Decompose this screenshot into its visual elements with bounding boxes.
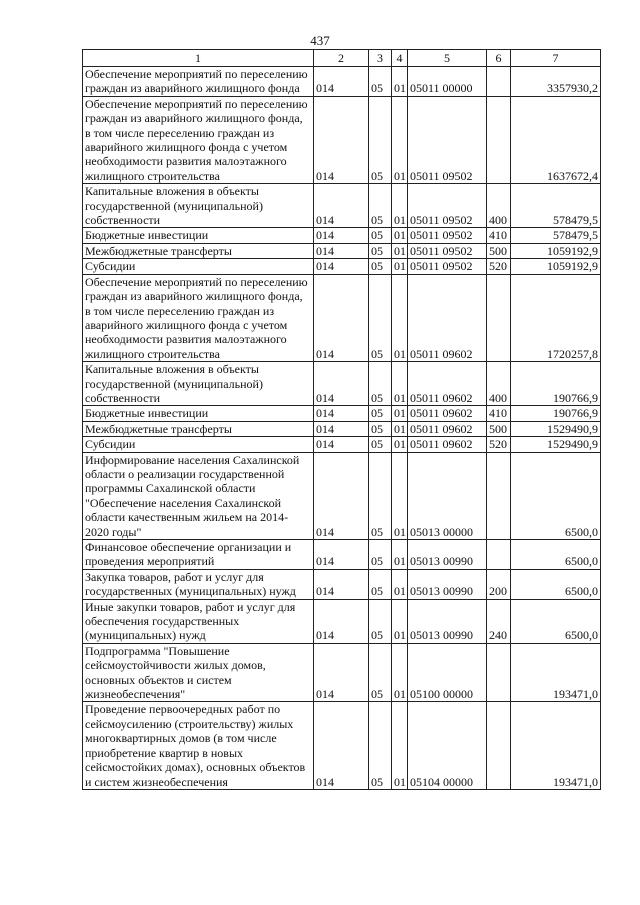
table-row	[83, 406, 601, 421]
row-amount: 1529490,9	[511, 421, 601, 436]
row-code-subsection: 01	[392, 437, 408, 452]
row-code-target: 05011 09502	[408, 243, 487, 258]
row-code-type: 400	[487, 362, 511, 406]
row-code-section: 05	[369, 569, 392, 599]
row-code-section: 05	[369, 421, 392, 436]
row-code-type	[487, 702, 511, 789]
row-code-section: 05	[369, 599, 392, 643]
header-cell: 7	[511, 50, 601, 67]
row-code-admin: 014	[314, 421, 369, 436]
row-code-target: 05011 00000	[408, 67, 487, 97]
table-row	[83, 599, 601, 643]
row-code-target: 05011 09502	[408, 184, 487, 228]
row-name: Капитальные вложения в объекты государственной (муниципальной) собственности	[83, 362, 314, 406]
row-code-subsection: 01	[392, 184, 408, 228]
row-code-subsection: 01	[392, 421, 408, 436]
row-code-subsection: 01	[392, 569, 408, 599]
row-code-subsection: 01	[392, 274, 408, 361]
row-amount: 1637672,4	[511, 96, 601, 183]
row-code-admin: 014	[314, 702, 369, 789]
row-name: Иные закупки товаров, работ и услуг для обеспечения государственных (муниципальных) нужд	[83, 599, 314, 643]
row-code-target: 05011 09602	[408, 437, 487, 452]
row-code-type	[487, 67, 511, 97]
row-code-admin: 014	[314, 599, 369, 643]
header-cell: 5	[408, 50, 487, 67]
row-name: Закупка товаров, работ и услуг для государственных (муниципальных) нужд	[83, 569, 314, 599]
row-amount: 193471,0	[511, 643, 601, 702]
row-code-target: 05011 09502	[408, 259, 487, 274]
table-row	[83, 259, 601, 274]
row-code-target: 05013 00990	[408, 540, 487, 570]
row-code-section: 05	[369, 406, 392, 421]
row-code-target: 05100 00000	[408, 643, 487, 702]
row-code-type: 500	[487, 243, 511, 258]
row-code-admin: 014	[314, 67, 369, 97]
row-name: Обеспечение мероприятий по переселению граждан из аварийного жилищного фонда	[83, 67, 314, 97]
row-code-type	[487, 540, 511, 570]
row-code-section: 05	[369, 67, 392, 97]
row-amount: 6500,0	[511, 452, 601, 539]
row-code-type	[487, 452, 511, 539]
row-name: Субсидии	[83, 437, 314, 452]
row-amount: 6500,0	[511, 540, 601, 570]
table-row	[83, 569, 601, 599]
row-amount: 190766,9	[511, 362, 601, 406]
row-amount: 6500,0	[511, 569, 601, 599]
row-code-type: 520	[487, 259, 511, 274]
row-code-target: 05104 00000	[408, 702, 487, 789]
row-code-admin: 014	[314, 452, 369, 539]
row-amount: 1529490,9	[511, 437, 601, 452]
row-code-section: 05	[369, 540, 392, 570]
row-code-admin: 014	[314, 184, 369, 228]
row-name: Бюджетные инвестиции	[83, 406, 314, 421]
row-name: Информирование населения Сахалинской области о реализации государственной программы Сахалинской области "Обеспечение населения Сахалинской области качественным жильем на 2014-2020 годы"	[83, 452, 314, 539]
row-code-admin: 014	[314, 362, 369, 406]
row-code-subsection: 01	[392, 702, 408, 789]
row-code-type: 500	[487, 421, 511, 436]
row-code-target: 05013 00990	[408, 599, 487, 643]
row-amount: 3357930,2	[511, 67, 601, 97]
header-cell: 3	[369, 50, 392, 67]
header-row	[83, 50, 601, 67]
row-name: Подпрограмма "Повышение сейсмоустойчивости жилых домов, основных объектов и систем жизнеобеспечения"	[83, 643, 314, 702]
row-code-type: 520	[487, 437, 511, 452]
row-name: Финансовое обеспечение организации и проведения мероприятий	[83, 540, 314, 570]
table-row	[83, 274, 601, 361]
row-name: Межбюджетные трансферты	[83, 243, 314, 258]
table-row	[83, 540, 601, 570]
row-code-target: 05013 00000	[408, 452, 487, 539]
row-name: Обеспечение мероприятий по переселению граждан из аварийного жилищного фонда, в том числе переселению граждан из аварийного жилищного фонда с учетом необходимости развития малоэтажного жилищного строительства	[83, 96, 314, 183]
table-row	[83, 437, 601, 452]
row-code-section: 05	[369, 274, 392, 361]
row-amount: 190766,9	[511, 406, 601, 421]
row-code-section: 05	[369, 184, 392, 228]
row-code-type: 400	[487, 184, 511, 228]
row-code-admin: 014	[314, 259, 369, 274]
table-row	[83, 67, 601, 97]
row-code-section: 05	[369, 702, 392, 789]
row-code-admin: 014	[314, 540, 369, 570]
row-name: Субсидии	[83, 259, 314, 274]
row-code-admin: 014	[314, 643, 369, 702]
table-row	[83, 643, 601, 702]
row-code-type	[487, 643, 511, 702]
row-code-subsection: 01	[392, 406, 408, 421]
header-cell: 6	[487, 50, 511, 67]
row-name: Капитальные вложения в объекты государственной (муниципальной) собственности	[83, 184, 314, 228]
row-amount: 1720257,8	[511, 274, 601, 361]
row-code-target: 05011 09502	[408, 228, 487, 243]
row-code-subsection: 01	[392, 452, 408, 539]
row-code-target: 05013 00990	[408, 569, 487, 599]
row-code-subsection: 01	[392, 540, 408, 570]
table-row	[83, 362, 601, 406]
row-name: Проведение первоочередных работ по сейсмоусилению (строительству) жилых многоквартирных домов (в том числе приобретение квартир в новых сейсмостойких домах), основных объектов и систем жизнеобеспечения	[83, 702, 314, 789]
row-code-admin: 014	[314, 96, 369, 183]
row-code-type: 410	[487, 228, 511, 243]
row-code-subsection: 01	[392, 599, 408, 643]
row-code-type: 240	[487, 599, 511, 643]
row-name: Обеспечение мероприятий по переселению граждан из аварийного жилищного фонда, в том числе переселению граждан из аварийного жилищного фонда с учетом необходимости развития малоэтажного жилищного строительства	[83, 274, 314, 361]
header-cell: 1	[83, 50, 314, 67]
row-code-section: 05	[369, 437, 392, 452]
row-code-target: 05011 09602	[408, 406, 487, 421]
row-amount: 1059192,9	[511, 259, 601, 274]
row-code-section: 05	[369, 452, 392, 539]
header-cell: 2	[314, 50, 369, 67]
row-code-type	[487, 274, 511, 361]
row-code-type: 410	[487, 406, 511, 421]
row-name: Межбюджетные трансферты	[83, 421, 314, 436]
row-amount: 193471,0	[511, 702, 601, 789]
row-code-admin: 014	[314, 406, 369, 421]
row-amount: 578479,5	[511, 228, 601, 243]
row-code-subsection: 01	[392, 96, 408, 183]
row-code-section: 05	[369, 228, 392, 243]
row-amount: 6500,0	[511, 599, 601, 643]
row-code-type	[487, 96, 511, 183]
table-row	[83, 184, 601, 228]
header-cell: 4	[392, 50, 408, 67]
row-code-admin: 014	[314, 243, 369, 258]
row-code-section: 05	[369, 259, 392, 274]
row-name: Бюджетные инвестиции	[83, 228, 314, 243]
row-code-target: 05011 09602	[408, 362, 487, 406]
table-row	[83, 452, 601, 539]
page-number: 437	[310, 33, 330, 48]
row-amount: 578479,5	[511, 184, 601, 228]
row-code-subsection: 01	[392, 243, 408, 258]
table-row	[83, 702, 601, 789]
row-code-type: 200	[487, 569, 511, 599]
row-code-admin: 014	[314, 437, 369, 452]
row-code-section: 05	[369, 643, 392, 702]
budget-table	[82, 49, 601, 790]
table-row	[83, 96, 601, 183]
row-code-section: 05	[369, 243, 392, 258]
row-code-section: 05	[369, 96, 392, 183]
row-code-admin: 014	[314, 274, 369, 361]
row-code-admin: 014	[314, 569, 369, 599]
row-code-subsection: 01	[392, 67, 408, 97]
row-code-subsection: 01	[392, 259, 408, 274]
row-code-target: 05011 09602	[408, 421, 487, 436]
table-row	[83, 421, 601, 436]
row-code-target: 05011 09602	[408, 274, 487, 361]
table-row	[83, 228, 601, 243]
row-code-section: 05	[369, 362, 392, 406]
row-code-subsection: 01	[392, 362, 408, 406]
table-row	[83, 243, 601, 258]
row-code-subsection: 01	[392, 643, 408, 702]
row-code-subsection: 01	[392, 228, 408, 243]
row-amount: 1059192,9	[511, 243, 601, 258]
row-code-admin: 014	[314, 228, 369, 243]
row-code-target: 05011 09502	[408, 96, 487, 183]
